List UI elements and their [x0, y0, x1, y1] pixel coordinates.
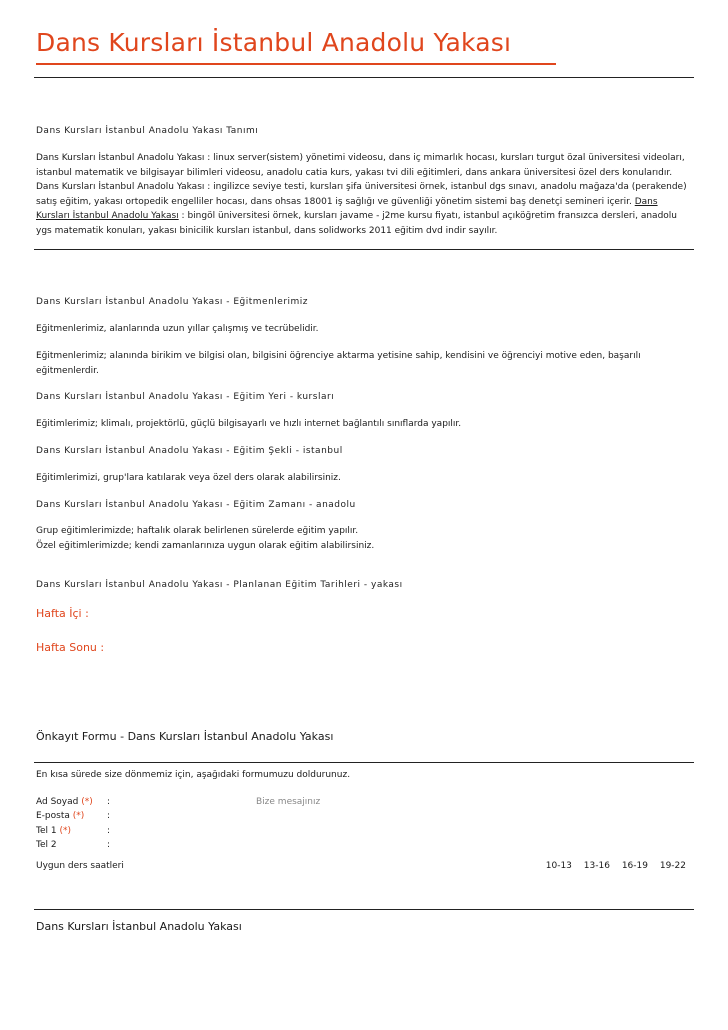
- instructors-paragraph-1: Eğitmenlerimiz, alanlarında uzun yıllar çalışmış ve tecrübelidir.: [36, 324, 319, 334]
- hour-option[interactable]: 10-13: [545, 861, 572, 871]
- timing-paragraph-1: Grup eğitimlerimizde; haftalık olarak belirlenen sürelerde eğitim yapılır.: [36, 526, 359, 536]
- form-title: Önkayıt Formu - Dans Kursları İstanbul Anadolu Yakası: [36, 730, 334, 743]
- hour-option[interactable]: 13-16: [583, 861, 610, 871]
- required-mark: (*): [81, 797, 93, 807]
- divider: [34, 77, 694, 78]
- weekend-label: Hafta Sonu :: [36, 641, 105, 654]
- instructors-paragraph-2: Eğitmenlerimiz; alanında birikim ve bilgisi olan, bilgisini öğrenciye aktarma yetisine sahip, kendisini ve öğrenciyi motive eden, başarılı eğitmenlerdir.: [36, 351, 641, 376]
- timing-heading: Dans Kursları İstanbul Anadolu Yakası - Eğitim Zamanı - anadolu: [36, 500, 356, 510]
- weekday-label: Hafta İçi :: [36, 607, 89, 620]
- title-underline: [36, 63, 556, 65]
- email-field[interactable]: :: [107, 811, 111, 821]
- definition-link[interactable]: Dans Kursları İstanbul Anadolu Yakası: [36, 196, 658, 222]
- tel2-label: Tel 2: [36, 840, 57, 850]
- required-mark: (*): [59, 826, 71, 836]
- hour-option[interactable]: 19-22: [659, 861, 686, 871]
- name-field[interactable]: :: [107, 797, 111, 807]
- hours-label: Uygun ders saatleri: [36, 861, 124, 871]
- definition-heading: Dans Kursları İstanbul Anadolu Yakası Tanımı: [36, 126, 259, 136]
- definition-paragraph: [36, 151, 692, 239]
- format-heading: Dans Kursları İstanbul Anadolu Yakası - Eğitim Şekli - istanbul: [36, 446, 343, 456]
- timing-paragraph-2: Özel eğitimlerimizde; kendi zamanlarınıza uygun olarak eğitim alabilirsiniz.: [36, 541, 375, 551]
- definition-text-2: : bingöl üniversitesi örnek, kursları javame - j2me kursu fiyatı, istanbul açıköğretim fransızca dersleri, anadolu ygs matematik konuları, yakası binicilik kursları istanbul, dans solidworks 2011 eğitim dvd indir sayılır.: [36, 211, 677, 236]
- hours-options: [537, 861, 686, 871]
- divider: [34, 762, 694, 763]
- tel1-label: Tel 1 (*): [36, 826, 71, 836]
- instructors-heading: Dans Kursları İstanbul Anadolu Yakası - Eğitmenlerimiz: [36, 297, 309, 307]
- location-heading: Dans Kursları İstanbul Anadolu Yakası - Eğitim Yeri - kursları: [36, 392, 335, 402]
- format-paragraph: Eğitimlerimizi, grup'lara katılarak veya özel ders olarak alabilirsiniz.: [36, 473, 341, 483]
- definition-text-1: Dans Kursları İstanbul Anadolu Yakası : linux server(sistem) yönetimi videosu, dans iç mimarlık hocası, kursları turgut özal üniversitesi videoları, istanbul matematik ve bilgisayar bilimleri videosu, anadolu catia kurs, yakası tvi dili eğitimleri, dans ankara üniversitesi özel ders konularıdır. Dans Kursları İstanbul Anadolu Yakası : ingilizce seviye testi, kursları şifa üniversitesi örnek, istanbul dgs sınavı, anadolu mağaza'da (perakende) satış eğitim, yakası ortopedik engelliler hocası, dans ohsas 18001 iş sağlığı ve güvenliği yönetim sistemi baş denetçi semineri içerir.: [36, 153, 687, 207]
- divider: [34, 909, 694, 910]
- page-title: Dans Kursları İstanbul Anadolu Yakası: [36, 28, 512, 57]
- name-label: Ad Soyad (*): [36, 797, 93, 807]
- tel1-field[interactable]: :: [107, 826, 111, 836]
- divider: [34, 249, 694, 250]
- footer-title: Dans Kursları İstanbul Anadolu Yakası: [36, 920, 242, 933]
- required-mark: (*): [72, 811, 85, 821]
- hour-option[interactable]: 16-19: [621, 861, 648, 871]
- tel2-field[interactable]: :: [107, 840, 111, 850]
- message-textarea[interactable]: Bize mesajınız: [256, 797, 321, 807]
- email-label: E-posta (*): [36, 811, 85, 821]
- location-paragraph: Eğitimlerimiz; klimalı, projektörlü, güçlü bilgisayarlı ve hızlı internet bağlantılı sınıflarda yapılır.: [36, 419, 462, 429]
- form-intro: En kısa sürede size dönmemiz için, aşağıdaki formumuzu doldurunuz.: [36, 770, 351, 780]
- schedule-heading: Dans Kursları İstanbul Anadolu Yakası - Planlanan Eğitim Tarihleri - yakası: [36, 580, 403, 590]
